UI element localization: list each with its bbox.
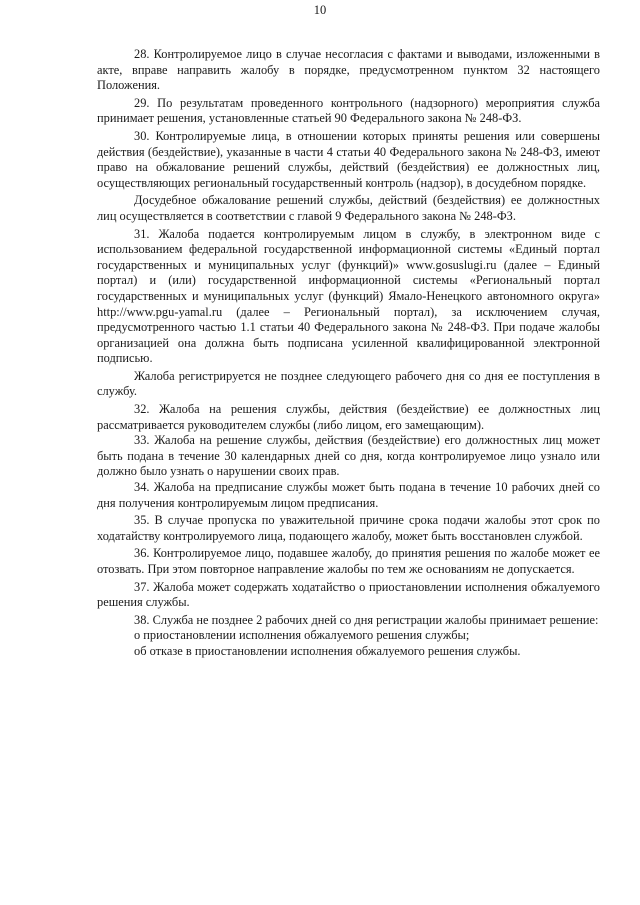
- paragraph-30: 30. Контролируемые лица, в отношении которых приняты решения или совершены действия (бездействие), указанные в части 4 статьи 40 Федерального закона № 248-ФЗ, имеют право на обжалование решений службы, действий (бездействия) ее должностных лиц, осуществляющих региональный государственный контроль (надзор), в досудебном порядке.: [97, 128, 600, 190]
- list-item-refuse: об отказе в приостановлении исполнения обжалуемого решения службы.: [134, 643, 521, 658]
- paragraph-32: 32. Жалоба на решения службы, действия (бездействие) ее должностных лиц рассматривается руководителем службы (либо лицом, его замещающим).: [97, 402, 600, 432]
- paragraph-36: 36. Контролируемое лицо, подавшее жалобу, до принятия решения по жалобе может ее отозвать. При этом повторное направление жалобы по тем же основаниям не допускается.: [97, 546, 600, 576]
- page-number: 10: [313, 3, 327, 17]
- list-item-suspend: о приостановлении исполнения обжалуемого решения службы;: [134, 628, 470, 643]
- paragraph-31: 31. Жалоба подается контролируемым лицом в службу, в электронном виде с использованием федеральной государственной информационной системы «Единый портал государственных и муниципальных услуг (функций)» www.gosuslugi.ru (далее – Единый портал) и (или) государственной информационной системы «Региональный портал государственных и муниципальных услуг (функций) Ямало-Ненецкого автономного округа» http://www.pgu-yamal.ru (далее – Региональный портал), за исключением случая, предусмотренного частью 1.1 статьи 40 Федерального закона № 248-ФЗ. При подаче жалобы организацией она должна быть подписана усиленной квалифицированной электронной подписью.: [97, 226, 600, 366]
- paragraph-34: 34. Жалоба на предписание службы может быть подана в течение 10 рабочих дней со дня получения контролируемым лицом предписания.: [97, 480, 600, 510]
- paragraph-29: 29. По результатам проведенного контрольного (надзорного) мероприятия служба принимает решения, установленные статьей 90 Федерального закона № 248-ФЗ.: [97, 95, 600, 126]
- paragraph-35: 35. В случае пропуска по уважительной причине срока подачи жалобы этот срок по ходатайству контролируемого лица, подающего жалобу, может быть восстановлен службой.: [97, 513, 600, 543]
- paragraph-30-appeal: Досудебное обжалование решений службы, действий (бездействия) ее должностных лиц осуществляется в соответствии с главой 9 Федерального закона № 248-ФЗ.: [97, 193, 600, 223]
- paragraph-31-registration: Жалоба регистрируется не позднее следующего рабочего дня со дня ее поступления в службу.: [97, 368, 600, 399]
- document-body: [97, 47, 600, 660]
- paragraph-28: 28. Контролируемое лицо в случае несогласия с фактами и выводами, изложенными в акте, вправе направить жалобу в порядке, предусмотренном пунктом 32 настоящего Положения.: [97, 47, 600, 93]
- paragraph-38: 38. Служба не позднее 2 рабочих дней со дня регистрации жалобы принимает решение:: [134, 612, 599, 627]
- paragraph-33: 33. Жалоба на решение службы, действия (бездействие) его должностных лиц может быть подана в течение 30 календарных дней со дня, когда контролируемое лицо узнало или должно было узнать о нарушении своих прав.: [97, 433, 600, 479]
- paragraph-37: 37. Жалоба может содержать ходатайство о приостановлении исполнения обжалуемого решения службы.: [97, 579, 600, 610]
